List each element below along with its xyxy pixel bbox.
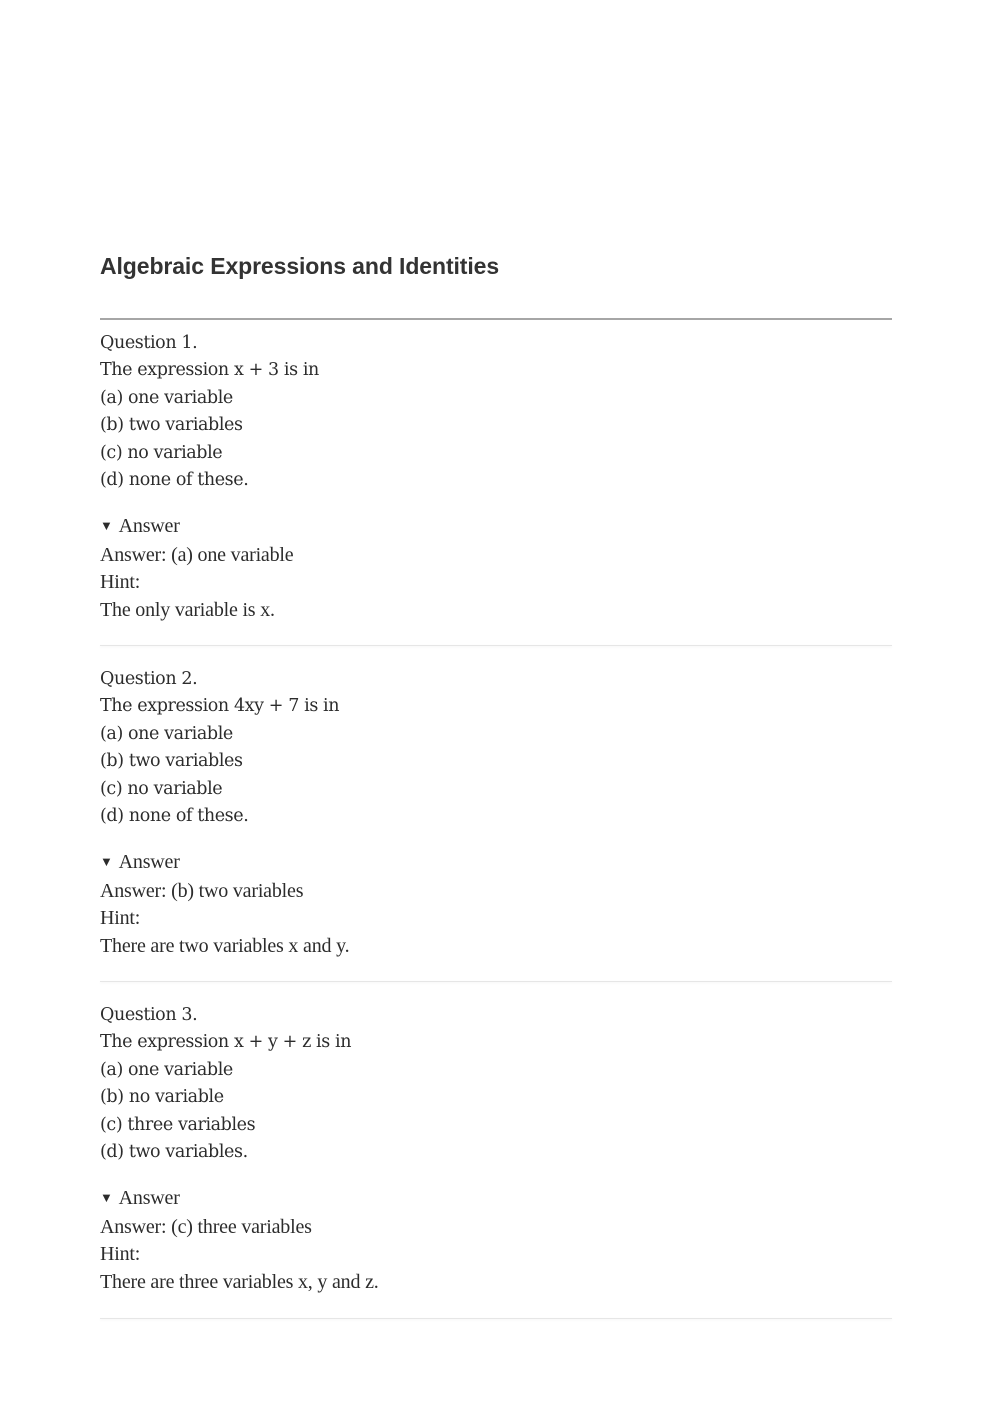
triangle-down-icon: ▼ (100, 854, 113, 870)
question-divider (100, 981, 892, 982)
option-b: (b) no variable (100, 1087, 224, 1108)
answer-text: Answer: (c) three variables (100, 1215, 312, 1238)
option-b: (b) two variables (100, 415, 243, 436)
answer-text: Answer: (b) two variables (100, 879, 304, 902)
answer-toggle[interactable] (100, 1185, 892, 1213)
option-a: (a) one variable (100, 387, 233, 408)
hint-text: The only variable is x. (100, 598, 275, 621)
option-d: (d) none of these. (100, 806, 249, 827)
question-2 (100, 666, 892, 960)
option-b: (b) two variables (100, 751, 243, 772)
answer-details (100, 849, 892, 960)
hint-label: Hint: (100, 571, 141, 594)
question-number: Question 1. (100, 333, 198, 353)
option-d: (d) none of these. (100, 470, 249, 491)
hint-text: There are three variables x, y and z. (100, 1270, 379, 1293)
option-d: (d) two variables. (100, 1142, 248, 1163)
hint-text: There are two variables x and y. (100, 934, 350, 957)
question-number: Question 2. (100, 669, 198, 689)
option-a: (a) one variable (100, 723, 233, 744)
question-stem: The expression x + y + z is in (100, 1032, 352, 1053)
page-title: Algebraic Expressions and Identities (100, 253, 500, 279)
title-divider (100, 318, 892, 320)
question-stem: The expression 4xy + 7 is in (100, 696, 340, 717)
question-3 (100, 1002, 892, 1296)
hint-label: Hint: (100, 1243, 141, 1266)
answer-toggle-label: Answer (118, 851, 180, 874)
question-divider (100, 645, 892, 646)
question-1 (100, 330, 892, 624)
triangle-down-icon: ▼ (100, 1190, 113, 1206)
answer-toggle[interactable] (100, 513, 892, 541)
answer-toggle[interactable] (100, 849, 892, 877)
question-number: Question 3. (100, 1005, 198, 1025)
answer-toggle-label: Answer (118, 515, 180, 538)
answer-toggle-label: Answer (118, 1187, 180, 1210)
question-stem: The expression x + 3 is in (100, 360, 319, 381)
triangle-down-icon: ▼ (100, 518, 113, 534)
option-c: (c) three variables (100, 1114, 256, 1135)
hint-label: Hint: (100, 907, 141, 930)
answer-details (100, 513, 892, 624)
answer-details (100, 1185, 892, 1296)
option-a: (a) one variable (100, 1059, 233, 1080)
question-divider (100, 1318, 892, 1319)
option-c: (c) no variable (100, 778, 223, 799)
option-c: (c) no variable (100, 442, 223, 463)
answer-text: Answer: (a) one variable (100, 543, 294, 566)
